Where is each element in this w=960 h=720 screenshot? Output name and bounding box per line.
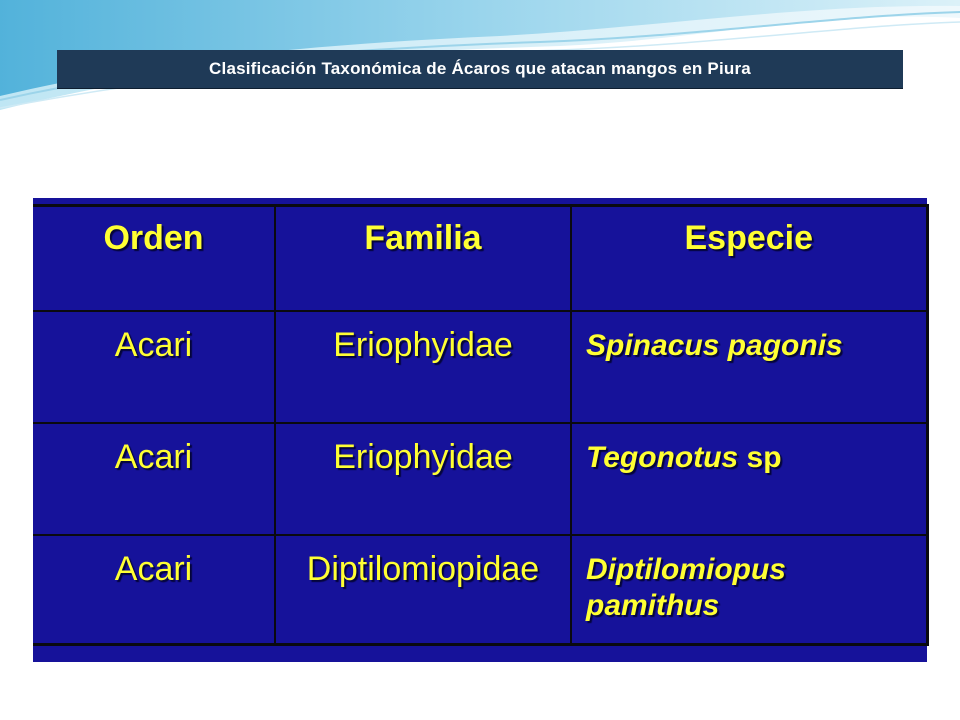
species-name: Diptilomiopus pamithus xyxy=(586,552,786,622)
header-familia: Familia xyxy=(275,206,571,311)
header-especie: Especie xyxy=(571,206,927,311)
species-suffix: sp xyxy=(738,440,782,474)
cell-familia: Eriophyidae xyxy=(275,423,571,535)
cell-familia: Diptilomiopidae xyxy=(275,535,571,645)
species-name: Tegonotus xyxy=(586,440,739,474)
cell-familia: Eriophyidae xyxy=(275,311,571,423)
table-row xyxy=(33,423,927,535)
cell-especie xyxy=(571,423,927,535)
table-header-row xyxy=(33,206,927,311)
table-row xyxy=(33,535,927,645)
species-name: Spinacus pagonis xyxy=(586,328,843,362)
slide-title: Clasificación Taxonómica de Ácaros que atacan mangos en Piura xyxy=(209,59,751,78)
header-orden: Orden xyxy=(33,206,275,311)
cell-especie xyxy=(571,311,927,423)
cell-orden: Acari xyxy=(33,535,275,645)
cell-orden: Acari xyxy=(33,423,275,535)
taxonomy-table-panel xyxy=(33,198,927,662)
cell-especie xyxy=(571,535,927,645)
cell-orden: Acari xyxy=(33,311,275,423)
taxonomy-table xyxy=(33,204,929,646)
title-bar xyxy=(57,50,903,89)
table-row xyxy=(33,311,927,423)
